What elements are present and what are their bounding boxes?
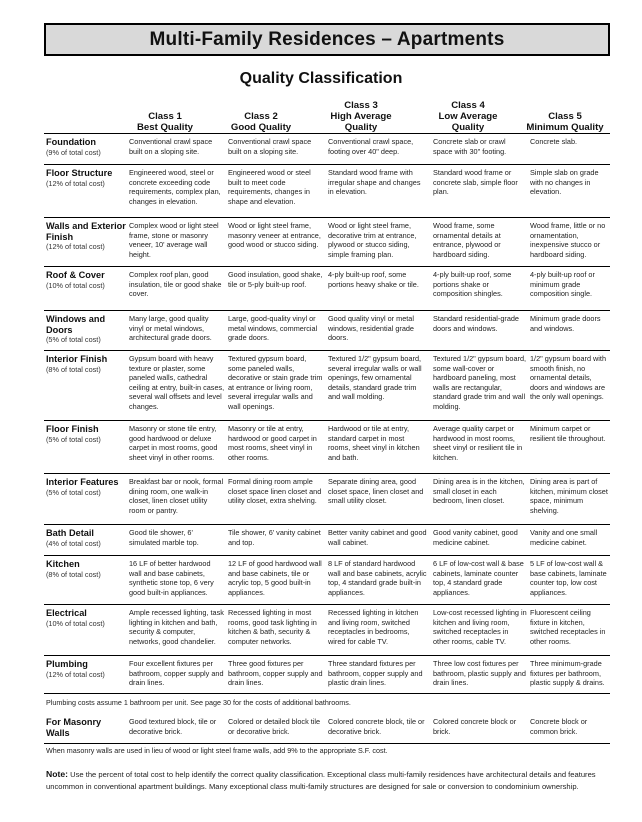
class-header xyxy=(520,111,610,133)
table-cell: 4-ply built-up roof, some portions heavy shake or tile. xyxy=(328,270,419,289)
row-name: For Masonry Walls xyxy=(46,717,102,738)
table-cell: 1/2" gypsum board with smooth finish, no ornamental details, doors and windows are the only wall openings. xyxy=(530,354,607,402)
table-cell: Concrete block or common brick. xyxy=(530,717,588,736)
table-cell: Many large, good quality vinyl or metal windows, architectural grade doors. xyxy=(129,314,212,343)
row-cost: (10% of total cost) xyxy=(46,618,105,628)
table-cell: Minimum grade doors and windows. xyxy=(530,314,601,333)
row-footnote: Plumbing costs assume 1 bathroom per unit. See page 30 for the costs of additional bathrooms. xyxy=(46,698,351,707)
table-cell: Recessed lighting in most rooms, good task lighting in kitchen & bath, security & computer networks. xyxy=(228,608,317,646)
row-cost: (8% of total cost) xyxy=(46,364,101,374)
table-row xyxy=(44,714,610,744)
table-cell: Four excellent fixtures per bathroom, copper supply and drain lines. xyxy=(129,659,224,688)
table-cell: Three minimum-grade fixtures per bathroom, plastic supply & drains. xyxy=(530,659,605,688)
table-cell: Masonry or stone tile entry, good hardwood or deluxe carpet in most rooms, good sheet vinyl in other rooms. xyxy=(129,424,218,462)
table-cell: Textured gypsum board, some paneled walls, decorative or stain grade trim at entrance or living room, several irregular walls and wall openings. xyxy=(228,354,323,411)
row-label xyxy=(46,659,126,679)
row-cost: (5% of total cost) xyxy=(46,487,101,497)
row-cost: (5% of total cost) xyxy=(46,335,101,344)
row-cost: (8% of total cost) xyxy=(46,569,101,579)
table-cell: Masonry or tile at entry, hardwood or good carpet in most rooms, sheet vinyl in other rooms. xyxy=(228,424,317,462)
table-cell: Conventional crawl space built on a sloping site. xyxy=(129,137,213,156)
row-label xyxy=(46,477,126,497)
class-header-line: Class 5 xyxy=(548,111,582,122)
table-row xyxy=(44,267,610,311)
class-header-line: Best Quality xyxy=(137,122,193,133)
note xyxy=(46,768,612,793)
table-cell: Colored or detailed block tile or decorative brick. xyxy=(228,717,321,736)
row-label xyxy=(46,314,126,344)
table-cell: Separate dining area, good closet space, linen closet and small utility closet. xyxy=(328,477,424,506)
row-name: Interior Finish xyxy=(46,354,108,364)
row-name: Kitchen xyxy=(46,559,80,569)
table-cell: Standard wood frame or concrete slab, simple floor plan. xyxy=(433,168,518,197)
row-label xyxy=(46,608,126,628)
table-cell: Colored concrete block or brick. xyxy=(433,717,517,736)
class-header-line: Class 4 xyxy=(451,100,485,111)
table-cell: Good textured block, tile or decorative brick. xyxy=(129,717,217,736)
table-cell: Simple slab on grade with no changes in elevation. xyxy=(530,168,599,197)
row-name: Bath Detail xyxy=(46,528,94,538)
table-cell: Textured 1/2" gypsum board, several irregular walls or wall openings, few ornamental details, standard grade trim and wall molding. xyxy=(328,354,422,402)
table-row xyxy=(44,134,610,165)
table-row xyxy=(44,165,610,218)
row-cost: (9% of total cost) xyxy=(46,147,101,157)
class-header xyxy=(213,111,309,133)
row-name: Electrical xyxy=(46,608,87,618)
table-cell: Formal dining room ample closet space linen closet and utility closet, extra shelving. xyxy=(228,477,322,506)
table-row xyxy=(44,311,610,351)
table-cell: Tile shower, 6' vanity cabinet and top. xyxy=(228,528,321,547)
table-cell: Gypsum board with heavy texture or plaster, some paneled walls, cathedral ceiling at entry, built-in cases, several wall offsets and level changes. xyxy=(129,354,225,411)
class-header-line: Quality xyxy=(451,122,485,133)
table-row xyxy=(44,656,610,694)
table-cell: Wood frame, little or no ornamentation, inexpensive stucco or hardboard siding. xyxy=(530,221,606,259)
class-header-line: Minimum Quality xyxy=(526,122,604,133)
table-cell: Hardwood or tile at entry, standard carpet in most rooms, sheet vinyl in kitchen and bath. xyxy=(328,424,420,462)
table-cell: Three low cost fixtures per bathroom, plastic supply and drain lines. xyxy=(433,659,526,688)
table-cell: Large, good-quality vinyl or metal windows, commercial grade doors. xyxy=(228,314,318,343)
class-header-line: Quality xyxy=(344,122,378,133)
class-header-line: Class 2 xyxy=(244,111,278,122)
table-cell: Recessed lighting in kitchen and living room, switched receptacles in bedrooms, wired for cable TV. xyxy=(328,608,419,646)
table-cell: Vanity and one small medicine cabinet. xyxy=(530,528,598,547)
table-row xyxy=(44,605,610,656)
row-cost: (12% of total cost) xyxy=(46,669,105,679)
class-header-line: Class 1 xyxy=(148,111,182,122)
class-header-line: Class 3 xyxy=(344,100,378,111)
table-cell: Ample recessed lighting, task lighting in kitchen and bath, security & computer, networks, good chandelier. xyxy=(129,608,224,646)
table-cell: Three standard fixtures per bathroom, copper supply and plastic drain lines. xyxy=(328,659,423,688)
row-cost: (10% of total cost) xyxy=(46,280,105,290)
row-cost: (12% of total cost) xyxy=(46,242,105,251)
row-name: Floor Structure xyxy=(46,168,113,178)
table-row xyxy=(44,525,610,556)
table-cell: 4-ply built-up roof or minimum grade composition single. xyxy=(530,270,595,299)
table-row xyxy=(44,351,610,421)
table-cell: Good quality vinyl or metal windows, residential grade doors. xyxy=(328,314,414,343)
table-cell: 12 LF of good hardwood wall and base cabinets, tile or acrylic top, 5 good built-in appliances. xyxy=(228,559,322,597)
table-cell: 6 LF of low-cost wall & base cabinets, laminate counter top, 4 standard grade appliances. xyxy=(433,559,524,597)
row-name: Walls and Exterior Finish xyxy=(46,221,126,242)
table-cell: Standard wood frame with irregular shape and changes in elevation. xyxy=(328,168,421,197)
row-cost: (12% of total cost) xyxy=(46,178,105,188)
table-row xyxy=(44,218,610,267)
table-cell: Conventional crawl space, footing over 40" deep. xyxy=(328,137,414,156)
table-cell: Complex wood or light steel frame, stone or masonry veneer, 10' average wall height. xyxy=(129,221,219,259)
class-header xyxy=(117,111,213,133)
row-label xyxy=(46,137,126,157)
page-subtitle: Quality Classification xyxy=(239,70,403,87)
table-row xyxy=(44,556,610,605)
row-name: Floor Finish xyxy=(46,424,99,434)
row-name: Plumbing xyxy=(46,659,88,669)
table-cell: Concrete slab. xyxy=(530,137,578,146)
table-cell: Complex roof plan, good insulation, tile or good shake cover. xyxy=(129,270,222,299)
table-cell: Average quality carpet or hardwood in most rooms, sheet vinyl or resilient tile in kitchen. xyxy=(433,424,523,462)
table-cell: Engineered wood, steel or concrete exceeding code requirements, complex plan, changes in elevation. xyxy=(129,168,221,206)
table-cell: 5 LF of low-cost wall & base cabinets, laminate counter top, low cost appliances. xyxy=(530,559,607,597)
page-title-box xyxy=(44,23,610,56)
row-label xyxy=(46,559,126,579)
table-row xyxy=(44,421,610,474)
class-header-line: Good Quality xyxy=(230,122,292,133)
table-cell: Textured 1/2" gypsum board, some wall-cover or hardboard paneling, most walls are rectangular, standard grade trim and wall molding. xyxy=(433,354,527,411)
table-cell: Good tile shower, 6' simulated marble top. xyxy=(129,528,199,547)
table-cell: 16 LF of better hardwood wall and base cabinets, synthetic stone top, 6 very good built-in appliances. xyxy=(129,559,214,597)
table-row xyxy=(44,474,610,525)
table-cell: Conventional crawl space built on a sloping site. xyxy=(228,137,312,156)
table-cell: Good insulation, good shake, tile or 5-ply built-up roof. xyxy=(228,270,323,289)
row-cost: (4% of total cost) xyxy=(46,538,101,548)
row-name: Interior Features xyxy=(46,477,119,487)
table-cell: Wood or light steel frame, decorative trim at entrance, plywood or stucco siding, simple framing plan. xyxy=(328,221,417,259)
table-cell: Dining area is part of kitchen, minimum closet space, minimum shelving. xyxy=(530,477,608,515)
class-header-line: Low Average xyxy=(438,111,498,122)
page-title: Multi-Family Residences – Apartments xyxy=(149,28,505,50)
note-label: Note: xyxy=(46,769,68,779)
row-name: Roof & Cover xyxy=(46,270,105,280)
table-cell: Three good fixtures per bathroom, copper supply and drain lines. xyxy=(228,659,323,688)
table-cell: Engineered wood or steel built to meet code requirements, changes in shape and elevation. xyxy=(228,168,311,206)
row-label xyxy=(46,354,126,374)
table-cell: 4-ply built-up roof, some portions shake or composition shingles. xyxy=(433,270,512,299)
table-cell: Wood frame, some ornamental details at entrance, plywood or hardboard siding. xyxy=(433,221,501,259)
table-cell: Minimum carpet or resilient tile throughout. xyxy=(530,424,606,443)
table-cell: Good vanity cabinet, good medicine cabinet. xyxy=(433,528,518,547)
row-label xyxy=(46,168,126,188)
class-header xyxy=(312,100,410,133)
row-name: Foundation xyxy=(46,137,97,147)
row-label xyxy=(46,221,126,251)
table-cell: Dining area is in the kitchen, small closet in each bedroom, linen closet. xyxy=(433,477,525,506)
table-cell: Standard residential-grade doors and windows. xyxy=(433,314,519,333)
note-text: Use the percent of total cost to help identify the correct quality classification. Exceptional class multi-family residences have architectural details and features uncommon in conventional apartment buildings. Many exceptional class multi-family structures are designed for sale or conversion to condominium ownership. xyxy=(46,770,596,791)
table-cell: Colored concrete block, tile or decorative brick. xyxy=(328,717,425,736)
table-cell: Concrete slab or crawl space with 30" footing. xyxy=(433,137,507,156)
class-header-line: High Average xyxy=(330,111,392,122)
row-cost: (5% of total cost) xyxy=(46,434,101,444)
class-headers xyxy=(0,97,642,133)
row-label xyxy=(46,717,126,738)
table-cell: 8 LF of standard hardwood wall and base cabinets, acrylic top, 4 standard grade built-in appliances. xyxy=(328,559,427,597)
row-label xyxy=(46,424,126,444)
class-header xyxy=(420,100,516,133)
table-cell: Wood or light steel frame, masonry veneer at entrance, good wood or stucco siding. xyxy=(228,221,321,250)
row-label xyxy=(46,528,126,548)
row-label xyxy=(46,270,126,290)
row-name: Windows and Doors xyxy=(46,314,106,335)
table-cell: Low-cost recessed lighting in kitchen and living room, switched receptacles in other rooms, cable TV. xyxy=(433,608,527,646)
table-cell: Fluorescent ceiling fixture in kitchen, switched receptacles in other rooms. xyxy=(530,608,606,646)
row-footnote: When masonry walls are used in lieu of wood or light steel frame walls, add 9% to the appropriate S.F. cost. xyxy=(46,746,388,755)
table-cell: Breakfast bar or nook, formal dining room, one walk-in closet, linen closet utility room or pantry. xyxy=(129,477,224,515)
table-cell: Better vanity cabinet and good wall cabinet. xyxy=(328,528,427,547)
